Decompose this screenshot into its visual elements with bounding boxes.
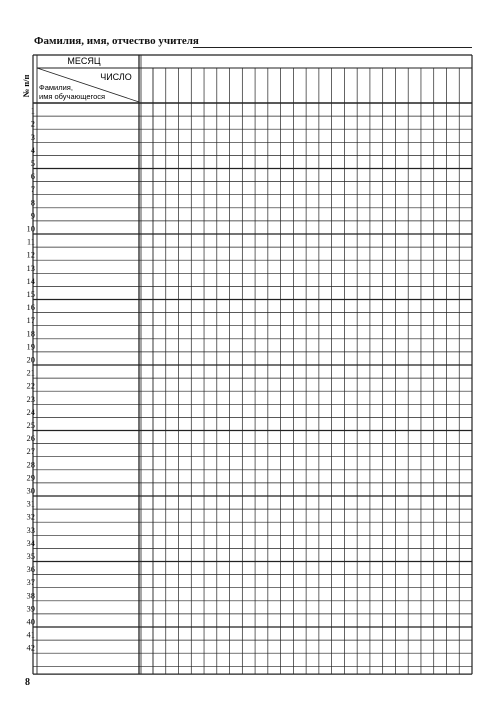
- month-header: МЕСЯЦ: [67, 56, 101, 66]
- row-number: 17: [26, 315, 35, 326]
- day-header: ЧИСЛО: [100, 72, 132, 82]
- row-number: 15: [26, 289, 35, 299]
- teacher-name-label: Фамилия, имя, отчество учителя: [34, 35, 199, 47]
- row-number: 23: [26, 393, 35, 404]
- student-name-header-line2: имя обучающегося: [39, 92, 106, 101]
- page-number: 8: [25, 677, 30, 688]
- row-number: 40: [26, 616, 35, 627]
- row-number: 32: [26, 511, 35, 522]
- student-name-header-line1: Фамилия,: [39, 83, 73, 92]
- row-number: 30: [26, 485, 35, 496]
- row-number: 14: [26, 275, 35, 286]
- row-number-header: № п/п: [21, 74, 31, 98]
- row-number: 36: [26, 564, 35, 575]
- row-number: 42: [26, 642, 35, 653]
- row-number: 31: [26, 498, 35, 509]
- row-number: 18: [26, 328, 35, 339]
- row-number: 19: [26, 341, 35, 352]
- row-number: 9: [30, 210, 35, 221]
- row-numbers: [27, 106, 36, 653]
- row-number: 21: [26, 367, 35, 378]
- row-number: 39: [26, 603, 35, 614]
- row-number: 41: [26, 629, 35, 640]
- row-number: 20: [26, 354, 35, 365]
- row-number: 24: [26, 406, 35, 417]
- row-number: 38: [26, 590, 35, 601]
- row-number: 10: [26, 223, 35, 234]
- row-number: 22: [26, 380, 35, 391]
- row-number: 1: [30, 105, 35, 116]
- row-number: 8: [30, 197, 35, 208]
- row-number: 26: [26, 433, 35, 444]
- row-number: 6: [30, 171, 35, 182]
- row-number: 25: [26, 420, 35, 430]
- row-number: 2: [30, 118, 35, 129]
- row-number: 4: [30, 144, 35, 155]
- row-number: 28: [26, 459, 35, 470]
- row-number: 16: [26, 302, 35, 313]
- row-number: 34: [26, 537, 35, 548]
- row-number: 35: [26, 551, 35, 561]
- row-number: 13: [26, 262, 35, 273]
- row-number: 3: [30, 131, 35, 142]
- row-number: 29: [26, 472, 35, 483]
- row-number: 11: [26, 236, 35, 247]
- row-number: 12: [26, 249, 35, 260]
- row-number: 27: [26, 446, 35, 457]
- row-number: 37: [26, 577, 35, 588]
- row-number: 33: [26, 524, 35, 535]
- row-number: 7: [30, 184, 35, 195]
- row-number: 5: [30, 158, 35, 168]
